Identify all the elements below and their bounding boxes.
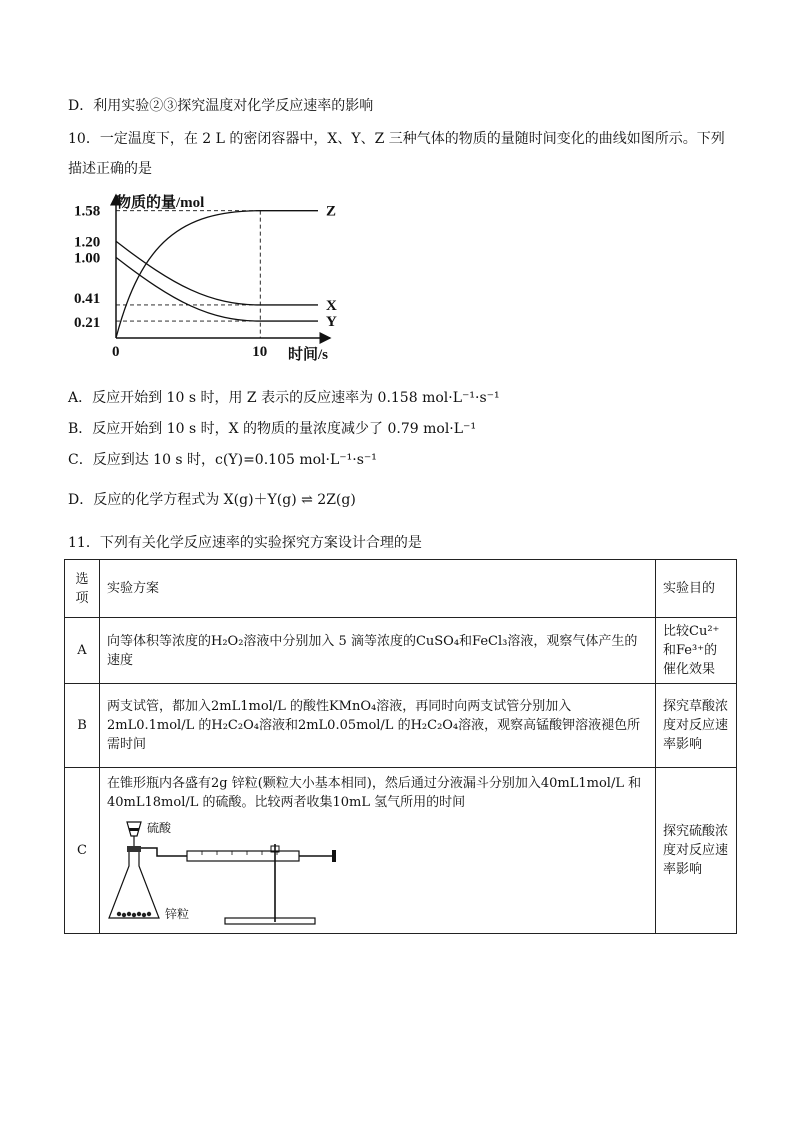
q10-option-c: C．反应到达 10 s 时，c(Y)=0.105 mol·L⁻¹·s⁻¹ [68,452,377,468]
row-option: C [65,768,100,934]
row-goal: 探究硫酸浓度对反应速率影响 [656,768,737,934]
table-header-row [65,560,737,618]
table-row [65,684,737,768]
header-option: 选项 [65,560,100,618]
row-option: A [65,618,100,684]
q9-option-d: D．利用实验②③探究温度对化学反应速率的影响 [68,98,374,114]
series-label: Y [326,314,337,331]
chart-svg [68,193,368,368]
row-plan-with-apparatus [100,768,656,934]
y-tick-label: 1.00 [74,250,101,267]
table-row [65,618,737,684]
q10-option-a: A．反应开始到 10 s 时，用 Z 表示的反应速率为 0.158 mol·L⁻¹·s⁻¹ [68,390,500,406]
zinc-granule-label: 锌粒 [165,906,190,921]
row-goal: 比较Cu²⁺和Fe³⁺的催化效果 [656,618,737,684]
table-row [65,768,737,934]
series-label: X [326,297,337,314]
q10-option-b: B．反应开始到 10 s 时，X 的物质的量浓度减少了 0.79 mol·L⁻¹ [68,421,477,437]
q10-stem-line1: 10．一定温度下，在 2 L 的密闭容器中，X、Y、Z 三种气体的物质的量随时间变化的曲线如图所示。下列 [68,131,725,147]
header-goal: 实验目的 [656,560,737,618]
row-plan: 向等体积等浓度的H₂O₂溶液中分别加入 5 滴等浓度的CuSO₄和FeCl₃溶液，观察气体产生的速度 [100,618,656,684]
amount-time-chart [68,193,368,368]
series-line-x [116,241,318,305]
row-goal: 探究草酸浓度对反应速率影响 [656,684,737,768]
y-tick-label: 1.58 [74,203,101,220]
series-line-y [116,257,318,321]
q10-option-d: D．反应的化学方程式为 X(g)＋Y(g) ⇌ 2Z(g) [68,492,356,508]
row-option: B [65,684,100,768]
y-tick-label: 0.21 [74,315,101,332]
header-plan: 实验方案 [100,560,656,618]
x-tick-label: 0 [112,344,120,360]
series-line-z [116,211,318,338]
q11-stem: 11．下列有关化学反应速率的实验探究方案设计合理的是 [68,535,422,551]
y-tick-label: 0.41 [74,290,101,307]
x-tick-label: 10 [252,344,268,360]
gas-collection-apparatus-diagram [107,818,337,928]
row-plan: 两支试管，都加入2mL1mol/L 的酸性KMnO₄溶液，再同时向两支试管分别加入2mL0.1mol/L 的H₂C₂O₄溶液和2mL0.05mol/L 的H₂C₂O₄溶液，观察高锰酸钾溶液褪色所需时间 [100,684,656,768]
y-tick-label: 1.20 [74,234,101,251]
series-label: Z [326,203,337,220]
y-axis-label: 物质的量/mol [116,195,205,211]
experiment-table [64,559,737,934]
row-plan: 在锥形瓶内各盛有2g 锌粒(颗粒大小基本相同)，然后通过分液漏斗分别加入40mL1mol/L 和40mL18mol/L 的硫酸。比较两者收集10mL 氢气所用的时间 [107,775,642,810]
x-axis-label: 时间/s [288,347,329,363]
q10-stem-line2: 描述正确的是 [68,161,152,177]
sulfuric-acid-label: 硫酸 [147,820,172,835]
